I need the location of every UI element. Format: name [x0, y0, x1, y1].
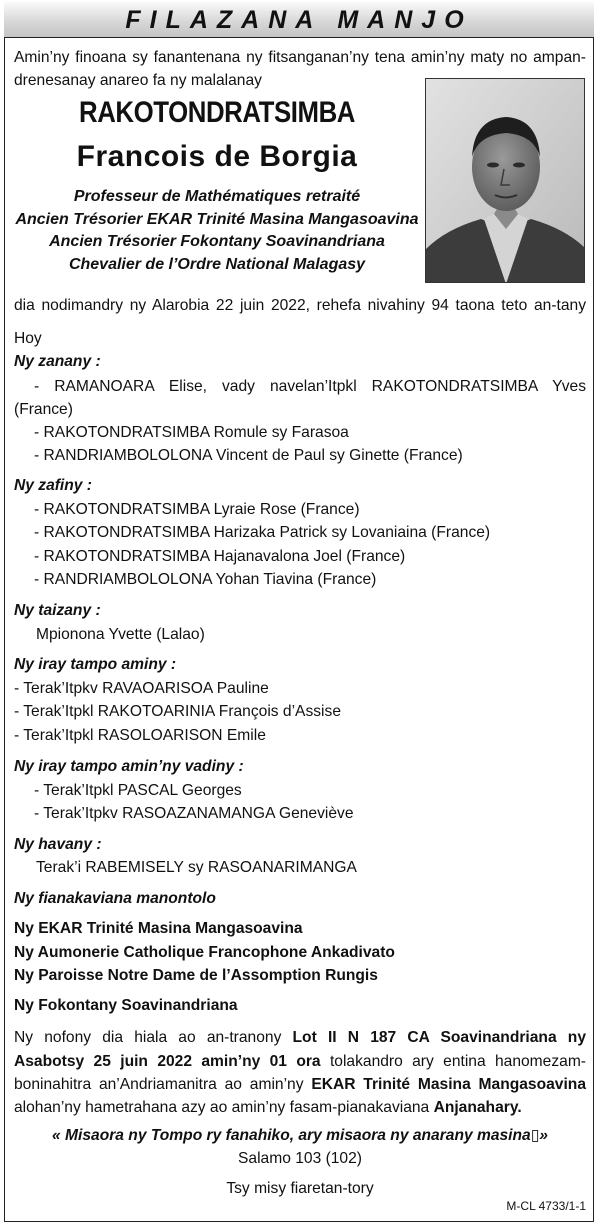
burial-text: Ny nofony dia hiala ao an-tranony	[14, 1029, 293, 1046]
section-heading-fianakaviana: Ny fianakaviana manontolo	[14, 890, 216, 907]
psalm-reference: Salamo 103 (102)	[238, 1150, 362, 1167]
scripture-quote: « Misaora ny Tompo ry fanahiko, ary misaora ny anarany masina▯»	[52, 1127, 548, 1144]
list-item: Terak’i RABEMISELY sy RASOANARIMANGA	[36, 859, 357, 876]
list-item: - RAKOTONDRATSIMBA Hajanavalona Joel (France)	[34, 548, 406, 565]
notice-reference: M-CL 4733/1-1	[506, 1199, 586, 1213]
burial-text: alohan’ny hametrahana azy ao amin’ny fasam-pianakaviana	[14, 1099, 434, 1116]
title-line: Professeur de Mathématiques retraité	[73, 188, 361, 205]
section-heading-taizany: Ny taizany :	[14, 602, 101, 619]
burial-line-2	[14, 1050, 586, 1073]
organisation-line: Ny Paroisse Notre Dame de l’Assomption Rungis	[14, 967, 378, 984]
burial-line-3	[14, 1073, 586, 1096]
list-item: - RAMANOARA Elise, vady navelan’Itpkl RAKOTONDRATSIMBA Yves	[34, 378, 586, 395]
list-item: (France)	[14, 401, 73, 418]
list-item: - RANDRIAMBOLOLONA Yohan Tiavina (France)	[34, 571, 377, 588]
burial-line-1	[14, 1026, 586, 1049]
death-hoy: Hoy	[14, 330, 42, 347]
title-line: Ancien Trésorier EKAR Trinité Masina Mangasoavina	[15, 210, 419, 228]
section-heading-iray-tampo: Ny iray tampo aminy :	[14, 656, 177, 673]
deceased-given-name: Francois de Borgia	[76, 140, 358, 173]
burial-text: tolakandro ary entina hanomezam-	[320, 1053, 586, 1070]
title-line: Chevalier de l’Ordre National Malagasy	[68, 255, 366, 273]
list-item: - RAKOTONDRATSIMBA Harizaka Patrick sy Lovaniaina (France)	[34, 524, 491, 541]
death-announcement: dia nodimandry ny Alarobia 22 juin 2022, rehefa nivahiny 94 taona teto an-tany	[14, 297, 586, 314]
organisation-line: Ny EKAR Trinité Masina Mangasoavina	[14, 920, 303, 937]
burial-cemetery: Anjanahary.	[433, 1099, 522, 1116]
intro-line-1: Amin’ny finoana sy fanantenana ny fitsanganan’ny tena amin’ny maty no ampan-	[14, 49, 586, 66]
list-item: - RAKOTONDRATSIMBA Romule sy Farasoa	[34, 424, 349, 441]
burial-church: EKAR Trinité Masina Mangasoavina	[311, 1076, 586, 1093]
section-heading-iray-tampo-vady: Ny iray tampo amin’ny vadiny :	[14, 758, 244, 775]
list-item: - RANDRIAMBOLOLONA Vincent de Paul sy Ginette (France)	[34, 447, 463, 464]
section-heading-zanany: Ny zanany :	[14, 353, 101, 370]
list-item: - Terak’Itpkl RAKOTOARINIA François d’Assise	[14, 703, 341, 720]
burial-address: Lot II N 187 CA Soavinandriana ny	[292, 1029, 586, 1046]
burial-date: Asabotsy 25 juin 2022 amin’ny 01 ora	[14, 1053, 321, 1070]
portrait-photo	[425, 78, 585, 283]
organisation-fokontany: Ny Fokontany Soavinandriana	[14, 997, 238, 1014]
deceased-titles	[14, 186, 420, 276]
section-heading-zafiny: Ny zafiny :	[14, 477, 92, 494]
no-flowers-note: Tsy misy fiaretan-tory	[226, 1180, 374, 1197]
intro-line-2: drenesanay anareo fa ny malalanay	[14, 72, 262, 89]
deceased-surname: RAKOTONDRATSIMBA	[79, 96, 355, 129]
notice-banner: FILAZANA MANJO	[4, 2, 594, 38]
organisation-line: Ny Aumonerie Catholique Francophone Ankadivato	[14, 944, 395, 961]
list-item: - Terak’Itpkl RASOLOARISON Emile	[14, 727, 266, 744]
list-item: - Terak’Itpkv RASOAZANAMANGA Geneviève	[34, 805, 354, 822]
burial-line-4	[14, 1096, 586, 1119]
section-heading-havany: Ny havany :	[14, 836, 102, 853]
list-item: - Terak’Itpkv RAVAOARISOA Pauline	[14, 680, 269, 697]
list-item: - RAKOTONDRATSIMBA Lyraie Rose (France)	[34, 501, 360, 518]
burial-text: boninahitra an’Andriamanitra ao amin’ny	[14, 1076, 312, 1093]
title-line: Ancien Trésorier Fokontany Soavinandriana	[49, 233, 385, 250]
portrait-illustration	[426, 79, 585, 283]
list-item: Mpionona Yvette (Lalao)	[36, 626, 205, 643]
list-item: - Terak’Itpkl PASCAL Georges	[34, 782, 242, 799]
